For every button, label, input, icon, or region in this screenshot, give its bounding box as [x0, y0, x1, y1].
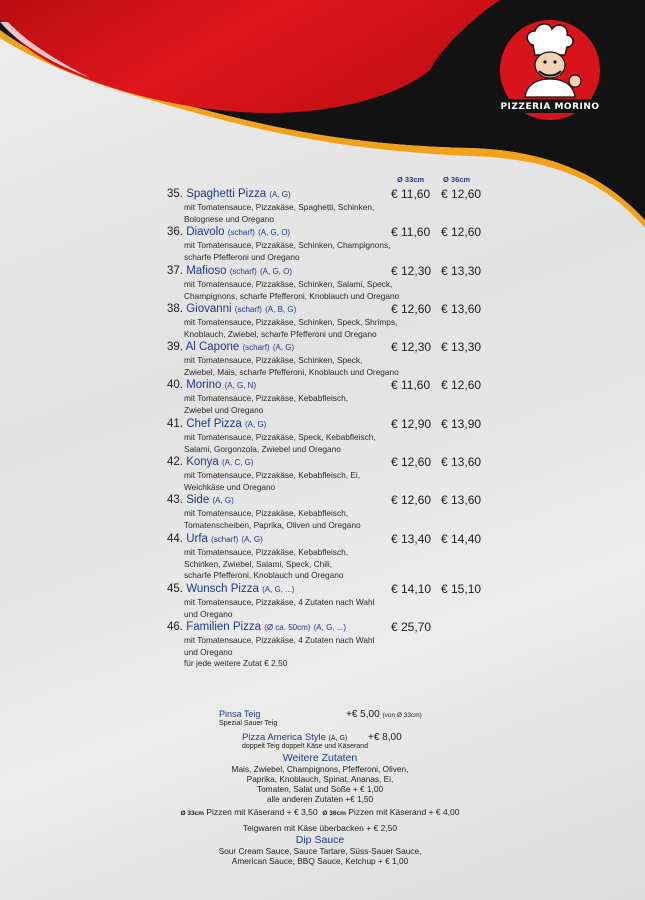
item-number: 40. — [167, 379, 183, 391]
america-label: Pizza America Style (A, G) — [242, 732, 348, 743]
column-header-33cm: Ø 33cm — [397, 175, 425, 184]
item-name: Familien Pizza — [186, 621, 261, 633]
item-allergens: (A, G, O) — [258, 228, 291, 237]
item-note: (Ø ca. 50cm) — [264, 623, 311, 632]
item-price-36cm: € 13,30 — [441, 264, 482, 278]
item-description: mit Tomatensauce, Pizzakäse, Kebabfleisch, Zwiebel und Oregano — [184, 393, 349, 415]
menu-item — [167, 378, 497, 416]
item-price-33cm: € 11,60 — [391, 378, 431, 392]
column-header-36cm: Ø 36cm — [443, 175, 471, 184]
item-number: 44. — [167, 533, 183, 545]
item-allergens: (A, G) — [269, 190, 291, 199]
item-name: Mafioso — [186, 265, 227, 277]
menu-item — [167, 493, 497, 531]
item-price-36cm: € 14,40 — [441, 532, 482, 546]
item-price-36cm: € 13,90 — [441, 417, 482, 431]
item-number: 36. — [167, 226, 183, 238]
item-price-36cm: € 13,60 — [441, 302, 482, 316]
item-number: 39. — [167, 341, 183, 353]
logo-text: PIZZERIA MORINO — [500, 102, 600, 112]
item-description: mit Tomatensauce, Pizzakäse, Schinken, Speck, Zwiebel, Mais, scharfe Pfefferoni, Knoblauch und Oregano — [184, 355, 399, 377]
item-price-33cm: € 12,90 — [391, 417, 432, 431]
item-name: Side — [186, 494, 210, 506]
item-name: Diavolo — [186, 226, 225, 238]
item-price-33cm: € 14,10 — [391, 582, 432, 596]
item-description: mit Tomatensauce, Pizzakäse, 4 Zutaten nach Wahl und Oregano für jede weitere Zutat € 2,50 — [184, 635, 375, 668]
item-price-36cm: € 15,10 — [441, 582, 482, 596]
item-name: Chef Pizza — [186, 418, 242, 430]
pizzeria-logo — [495, 15, 605, 125]
item-price-36cm: € 13,60 — [441, 455, 482, 469]
pinsa-row — [150, 709, 490, 729]
item-allergens: (A, G) — [241, 535, 263, 544]
item-number: 35. — [167, 188, 183, 200]
menu-item — [167, 582, 497, 620]
item-price-33cm: € 11,60 — [391, 187, 431, 201]
america-price: +€ 8,00 — [368, 732, 402, 743]
item-note: (scharf) — [242, 343, 270, 352]
item-name: Konya — [186, 456, 219, 468]
zutaten-title: Weitere Zutaten — [282, 752, 358, 764]
menu-item — [167, 340, 497, 378]
item-price-36cm: € 12,60 — [441, 225, 482, 239]
item-note: (scharf) — [227, 228, 255, 237]
pinsa-size: (von Ø 33cm) — [382, 712, 422, 719]
teigwaren-row: Teigwaren mit Käse überbacken + € 2,50 — [242, 823, 398, 833]
dip-list: Sour Cream Sauce, Sauce Tartare, Süss-Sauer Sauce, American Sauce, BBQ Sauce, Ketchup + € 1,00 — [218, 846, 422, 866]
menu-item — [167, 187, 497, 225]
item-number: 45. — [167, 583, 183, 595]
item-description: mit Tomatensauce, Pizzakäse, Spaghetti, Schinken, Bolognese und Oregano — [184, 202, 375, 224]
pinsa-label: Pinsa Teig — [219, 709, 261, 719]
item-name: Morino — [186, 379, 222, 391]
item-name: Giovanni — [186, 303, 232, 315]
item-note: (scharf) — [211, 535, 239, 544]
item-description: mit Tomatensauce, Pizzakäse, Kebabfleisch, Tomatenscheiben, Paprika, Oliven und Oregano — [184, 508, 361, 530]
extras-section — [150, 709, 490, 866]
item-name: Spaghetti Pizza — [186, 188, 267, 200]
item-number: 38. — [167, 303, 183, 315]
menu-item — [167, 302, 497, 340]
item-name: Al Capone — [185, 341, 240, 353]
item-description: mit Tomatensauce, Pizzakäse, 4 Zutaten nach Wahl und Oregano — [184, 597, 375, 619]
item-number: 43. — [167, 494, 183, 506]
item-note: (scharf) — [234, 305, 262, 314]
item-allergens: (A, G) — [245, 420, 267, 429]
item-allergens: (A, G, ...) — [262, 585, 295, 594]
item-allergens: (A, G, ...) — [313, 623, 347, 632]
item-name: Urfa — [186, 533, 208, 545]
menu-item — [167, 225, 497, 263]
pinsa-price: +€ 5,00 (von Ø 33cm) — [346, 709, 422, 720]
menu-item — [167, 620, 497, 670]
item-name: Wunsch Pizza — [186, 583, 259, 595]
item-price-33cm: € 12,60 — [391, 455, 432, 469]
zutaten-list: Mais, Zwiebel, Champignons, Pfefferoni, Oliven, Paprika, Knoblauch, Spinat, Ananas, Ei, Tomaten, Salat und Soße + € 1,00 alle anderen Zutaten +€ 1,50 — [231, 764, 409, 804]
item-note: (scharf) — [229, 267, 257, 276]
item-description: mit Tomatensauce, Pizzakäse, Kebabfleisch, Ei, Weichkäse und Oregano — [184, 470, 361, 492]
item-price-36cm: € 12,60 — [441, 378, 482, 392]
item-price-36cm: € 12,60 — [441, 187, 482, 201]
item-allergens: (A, B, G) — [265, 305, 297, 314]
menu-item — [167, 417, 497, 455]
item-number: 41. — [167, 418, 183, 430]
dip-title: Dip Sauce — [295, 834, 345, 846]
item-price-family: € 25,70 — [391, 620, 432, 634]
item-description: mit Tomatensauce, Pizzakäse, Schinken, Speck, Shrimps, Knoblauch, Zwiebel, scharfe Pfefferoni und Oregano — [184, 317, 398, 339]
item-allergens: (A, G, O) — [260, 267, 293, 276]
item-price-33cm: € 13,40 — [391, 532, 432, 546]
item-allergens: (A, C, G) — [222, 458, 254, 467]
item-price-36cm: € 13,30 — [441, 340, 482, 354]
item-price-33cm: € 12,60 — [391, 493, 432, 507]
item-price-33cm: € 12,30 — [391, 340, 432, 354]
item-price-36cm: € 13,60 — [441, 493, 482, 507]
menu-item — [167, 532, 497, 582]
pinsa-sub: Spezial Sauer Teig — [219, 720, 278, 727]
menu-item — [167, 455, 497, 493]
america-row — [150, 732, 490, 752]
item-number: 46. — [167, 621, 183, 633]
item-price-33cm: € 12,30 — [391, 264, 432, 278]
item-allergens: (A, G) — [212, 496, 234, 505]
america-sub: doppelt Teig doppelt Käse und Käserand — [242, 743, 368, 750]
item-description: mit Tomatensauce, Pizzakäse, Kebabfleisch, Schinken, Zwiebel, Salami, Speck, Chili, scharfe Pfefferoni, Knoblauch und Oregano — [184, 547, 349, 580]
menu-item — [167, 264, 497, 302]
item-number: 37. — [167, 265, 183, 277]
kaeserand-row: Ø 33cm Pizzen mit Käserand + € 3,50 Ø 36cm Pizzen mit Käserand + € 4,00 — [180, 807, 460, 817]
item-allergens: (A, G, N) — [224, 381, 257, 390]
item-description: mit Tomatensauce, Pizzakäse, Schinken, Salami, Speck, Champignons, scharfe Pfefferoni, Knoblauch und Oregano — [184, 279, 400, 301]
item-price-33cm: € 11,60 — [391, 225, 431, 239]
item-description: mit Tomatensauce, Pizzakäse, Speck, Kebabfleisch, Salami, Gorgonzola, Zwiebel und Oregano — [184, 432, 376, 454]
item-price-33cm: € 12,60 — [391, 302, 432, 316]
item-number: 42. — [167, 456, 183, 468]
item-allergens: (A, G) — [272, 343, 295, 352]
chef-logo-icon — [495, 15, 605, 125]
item-description: mit Tomatensauce, Pizzakäse, Schinken, Champignons, scharfe Pfefferoni und Oregano — [184, 240, 391, 262]
